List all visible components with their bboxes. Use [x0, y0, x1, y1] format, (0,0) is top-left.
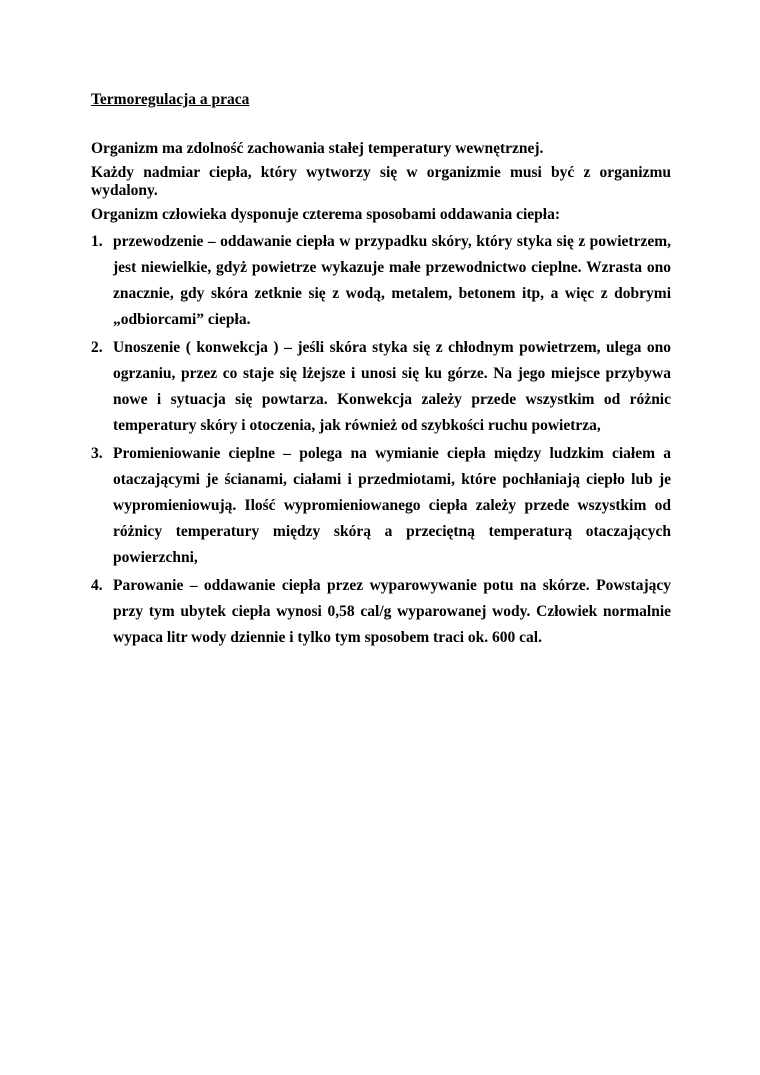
list-item: [91, 573, 671, 651]
paragraph-four-methods: Organizm człowieka dysponuje czterema sposobami oddawania ciepła:: [91, 206, 561, 223]
paragraph-excess-heat: Każdy nadmiar ciepła, który wytworzy się w organizmie musi być z organizmu wydalony.: [91, 164, 671, 199]
list-item-text: przewodzenie – oddawanie ciepła w przypadku skóry, który styka się z powietrzem, jest niewielkie, gdyż powietrze wykazuje małe przewodnictwo cieplne. Wzrasta ono znacznie, gdy skóra zetknie się z wodą, metalem, betonem itp, a więc z dobrymi „odbiorcami” ciepła.: [113, 233, 671, 328]
list-item-number: 4.: [91, 577, 103, 594]
paragraph-temperature: Organizm ma zdolność zachowania stałej temperatury wewnętrznej.: [91, 140, 544, 157]
heat-loss-methods-list: [91, 229, 671, 651]
list-item: [91, 441, 671, 571]
list-item-text: Unoszenie ( konwekcja ) – jeśli skóra styka się z chłodnym powietrzem, ulega ono ogrzaniu, przez co staje się lżejsze i unosi się ku górze. Na jego miejsce przybywa nowe i sytuacja się powtarza. Konwekcja zależy przede wszystkim od różnic temperatury skóry i otoczenia, jak również od szybkości ruchu powietrza,: [113, 339, 671, 434]
list-item-text: Parowanie – oddawanie ciepła przez wyparowywanie potu na skórze. Powstający przy tym ubytek ciepła wynosi 0,58 cal/g wyparowanej wody. Człowiek normalnie wypaca litr wody dziennie i tylko tym sposobem traci ok. 600 cal.: [113, 577, 671, 646]
document-body: [91, 90, 671, 653]
list-item: [91, 229, 671, 333]
list-item-text: Promieniowanie cieplne – polega na wymianie ciepła między ludzkim ciałem a otaczającymi je ścianami, ciałami i przedmiotami, które pochłaniają ciepło lub je wypromieniowują. Ilość wypromieniowanego ciepła zależy przede wszystkim od różnicy temperatury między skórą a przeciętną temperaturą otaczających powierzchni,: [113, 445, 671, 566]
list-item-number: 3.: [91, 445, 103, 462]
document-title: Termoregulacja a praca: [91, 91, 250, 108]
list-item-number: 1.: [91, 233, 103, 250]
list-item: [91, 335, 671, 439]
list-item-number: 2.: [91, 339, 103, 356]
